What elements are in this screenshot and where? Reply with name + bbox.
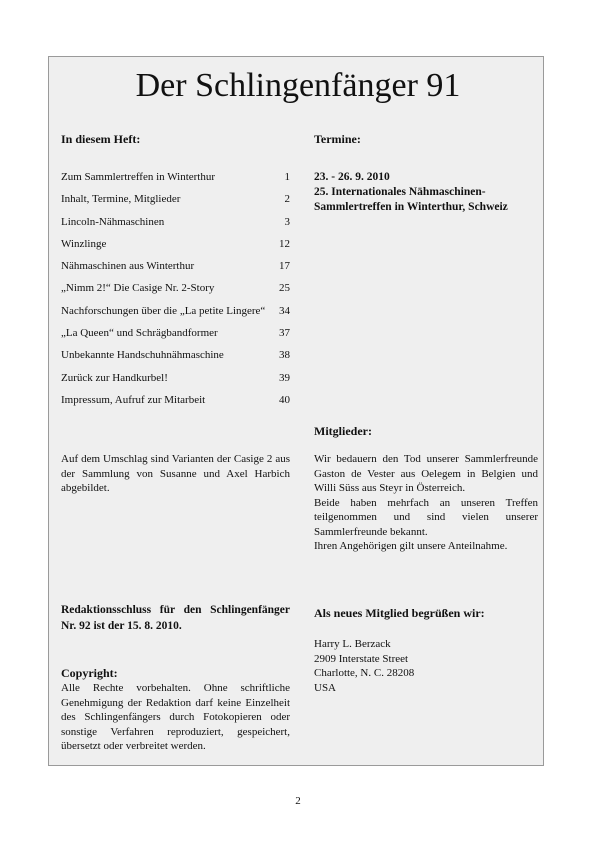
- toc-item[interactable]: [61, 215, 290, 237]
- mitglieder-paragraph: Ihren Angehörigen gilt unsere Anteilnahme.: [314, 540, 508, 552]
- toc-item-label: Zurück zur Handkurbel!: [61, 371, 168, 384]
- deadline-note: Redaktionsschluss für den Schlingenfänger Nr. 92 ist der 15. 8. 2010.: [61, 604, 290, 632]
- toc-item[interactable]: [61, 326, 290, 348]
- address-line: USA: [314, 681, 337, 694]
- toc-item[interactable]: [61, 259, 290, 281]
- toc-item-page: 37: [279, 327, 290, 340]
- toc-item-label: Nähmaschinen aus Winterthur: [61, 260, 195, 273]
- toc-item-label: Impressum, Aufruf zur Mitarbeit: [61, 393, 206, 406]
- toc-item[interactable]: [61, 170, 290, 192]
- toc-item[interactable]: [61, 237, 290, 259]
- toc-item-label: „La Queen“ und Schrägbandformer: [61, 327, 218, 340]
- toc-item-page: 12: [279, 237, 290, 250]
- toc-item-page: 34: [279, 304, 290, 317]
- page-number: 2: [295, 795, 301, 807]
- toc-item[interactable]: [61, 281, 290, 303]
- toc-item[interactable]: [61, 393, 290, 415]
- toc-item-page: 38: [279, 349, 290, 362]
- new-member-address: [314, 637, 538, 695]
- page-title: Der Schlingenfänger 91: [135, 67, 461, 104]
- termine-heading: Termine:: [314, 132, 361, 146]
- toc-item-label: Unbekannte Handschuhnähmaschine: [61, 349, 224, 362]
- toc-item[interactable]: [61, 371, 290, 393]
- new-member-heading: Als neues Mitglied begrüßen wir:: [314, 606, 485, 620]
- address-line: Charlotte, N. C. 28208: [314, 667, 415, 679]
- termine-date: 23. - 26. 9. 2010: [314, 171, 390, 183]
- mitglieder-text: [314, 452, 538, 554]
- toc-item[interactable]: [61, 192, 290, 214]
- toc-item-label: Nachforschungen über die „La petite Lingere“: [61, 304, 266, 317]
- toc-item[interactable]: [61, 304, 290, 326]
- toc-item-label: Zum Sammlertreffen in Winterthur: [61, 171, 216, 183]
- toc-item-page: 1: [284, 171, 290, 183]
- toc-item[interactable]: [61, 348, 290, 370]
- table-of-contents: [61, 170, 290, 415]
- mitglieder-heading: Mitglieder:: [314, 424, 372, 438]
- toc-item-label: Winzlinge: [61, 237, 107, 250]
- copyright-text: Alle Rechte vorbehalten. Ohne schriftliche Genehmigung der Redaktion darf keine Einzelheit des Schlingenfängers durch Fotokopieren oder sonstige Verfahren reproduziert, gespeichert, übersetzt oder verbreitet werden.: [61, 682, 290, 752]
- toc-item-page: 2: [284, 193, 290, 206]
- toc-item-page: 39: [279, 371, 290, 384]
- address-line: 2909 Interstate Street: [314, 652, 409, 665]
- termine-event: 25. Internationales Nähmaschinen-Sammlertreffen in Winterthur, Schweiz: [314, 186, 508, 213]
- cover-note: Auf dem Umschlag sind Varianten der Casige 2 aus der Sammlung von Susanne und Axel Harbich abgebildet.: [61, 453, 290, 494]
- toc-item-label: „Nimm 2!“ Die Casige Nr. 2-Story: [61, 282, 215, 295]
- toc-item-page: 17: [279, 260, 290, 273]
- toc-item-label: Inhalt, Termine, Mitglieder: [61, 193, 181, 206]
- mitglieder-paragraph: Beide haben mehrfach an unseren Treffen teilgenommen und sind vielen unserer Sammlerfreunde bekannt.: [314, 496, 538, 538]
- contents-heading: In diesem Heft:: [61, 132, 141, 146]
- toc-item-page: 3: [284, 215, 290, 228]
- mitglieder-paragraph: Wir bedauern den Tod unserer Sammlerfreunde Gaston de Vester aus Oelegem in Belgien und Willi Süss aus Steyr in Österreich.: [314, 453, 538, 494]
- toc-item-page: 25: [279, 282, 290, 295]
- copyright-heading: Copyright:: [61, 666, 118, 680]
- toc-item-page: 40: [279, 393, 290, 406]
- toc-item-label: Lincoln-Nähmaschinen: [61, 215, 165, 228]
- address-line: Harry L. Berzack: [314, 638, 391, 650]
